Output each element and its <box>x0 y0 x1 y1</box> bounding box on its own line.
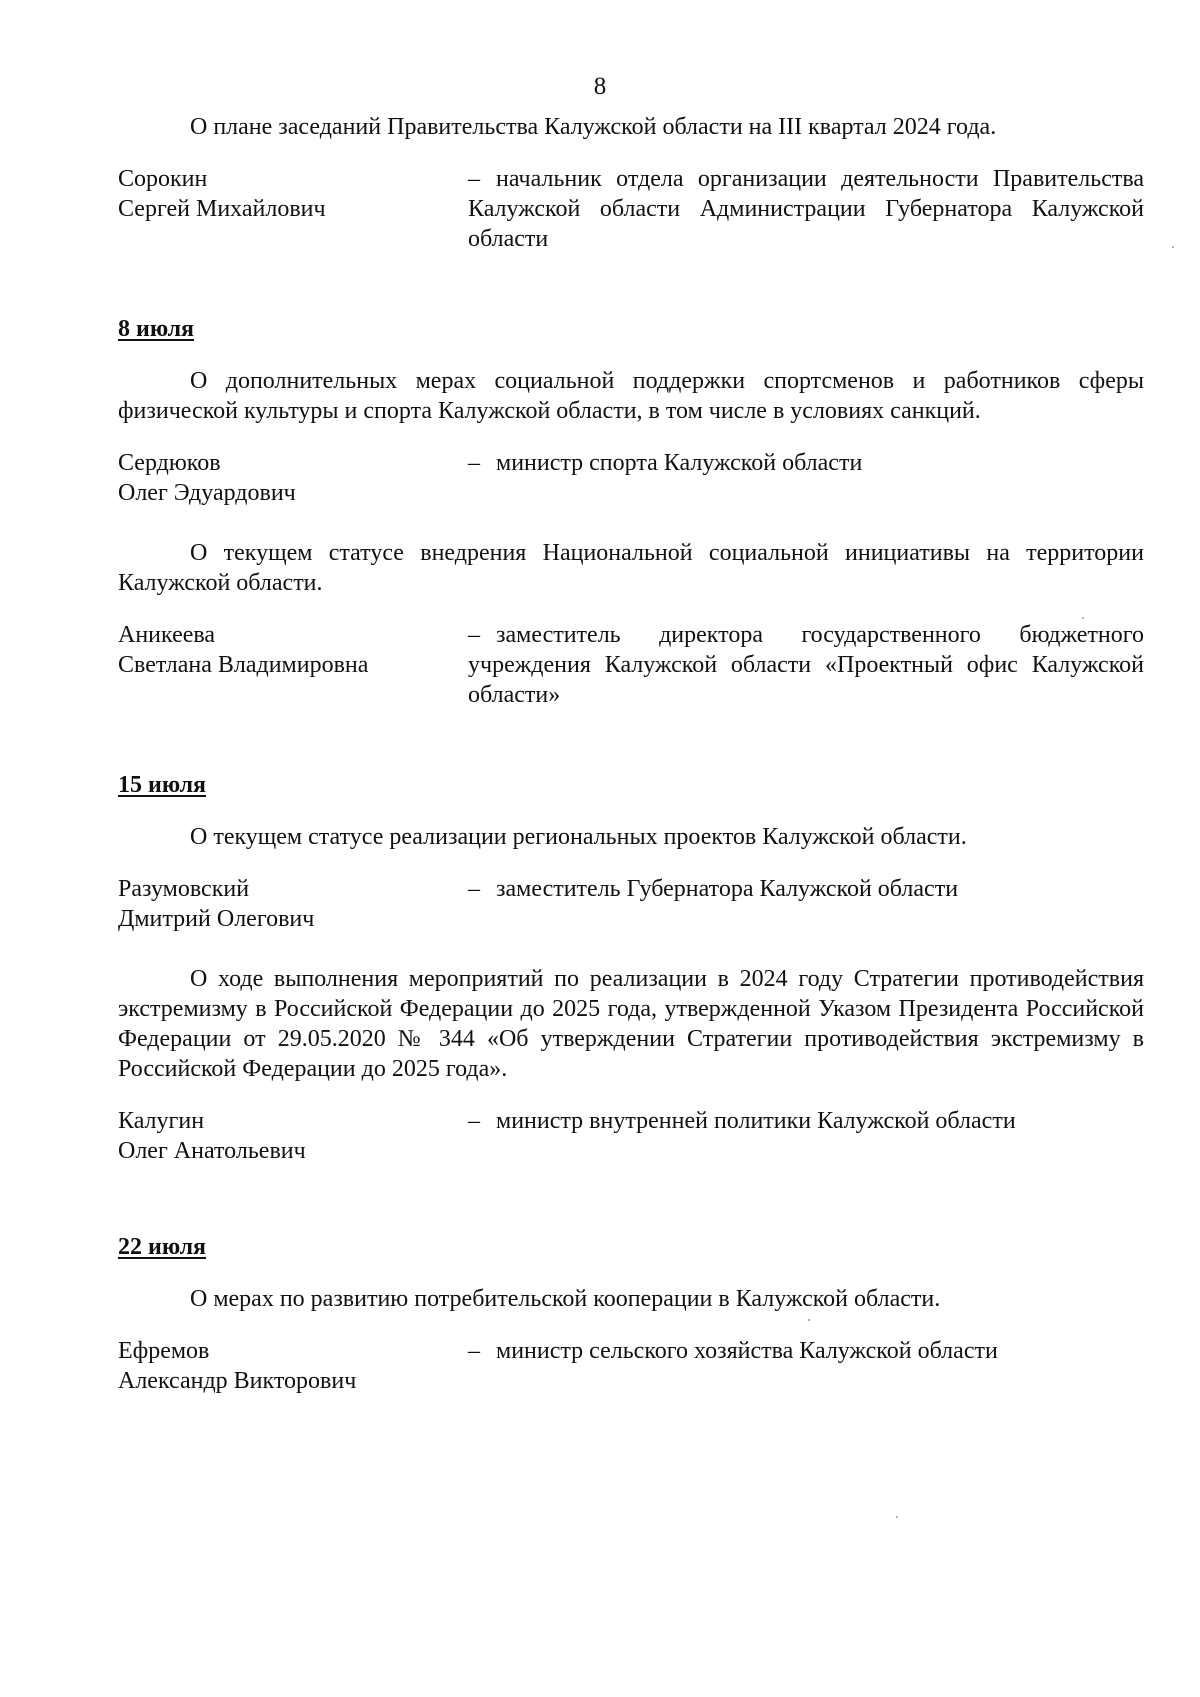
dash: – <box>468 876 480 902</box>
speaker-position: заместитель Губернатора Калужской области <box>496 876 959 902</box>
speaker-position: министр спорта Калужской области <box>496 450 863 476</box>
speaker-position-block <box>468 874 1144 934</box>
speaker-surname: Калугин <box>118 1108 205 1134</box>
date-heading-8-july: 8 июля <box>118 316 195 342</box>
speaker-position-block <box>468 164 1144 254</box>
speaker-surname: Аникеева <box>118 622 216 648</box>
speaker-surname: Сердюков <box>118 450 221 476</box>
speaker-position: министр внутренней политики Калужской области <box>496 1108 1016 1134</box>
scan-speck <box>1172 246 1174 248</box>
speaker-given-names: Олег Анатольевич <box>118 1138 306 1164</box>
speaker-position: заместитель директора государственного бюджетного учреждения Калужской области «Проектный офис Калужской области» <box>468 622 1144 708</box>
speaker-surname: Сорокин <box>118 166 208 192</box>
speaker-given-names: Сергей Михайлович <box>118 196 326 222</box>
dash: – <box>468 1108 480 1134</box>
agenda-topic: О ходе выполнения мероприятий по реализации в 2024 году Стратегии противодействия экстремизму в Российской Федерации до 2025 года, утвержденной Указом Президента Российской Федерации от 29.05.2020 № 344 «Об утверждении Стратегии противодействия экстремизму в Российской Федерации до 2025 года». <box>118 966 1144 1082</box>
speaker-position-block <box>468 1106 1144 1166</box>
date-heading-15-july: 15 июля <box>118 772 207 798</box>
speaker-name <box>118 1336 468 1396</box>
scan-speck <box>808 1319 810 1321</box>
speaker-position: начальник отдела организации деятельности Правительства Калужской области Администрации Губернатора Калужской области <box>468 166 1144 252</box>
speaker-block <box>118 1106 1144 1166</box>
agenda-topic: О плане заседаний Правительства Калужской области на III квартал 2024 года. <box>190 114 997 140</box>
agenda-topic: О мерах по развитию потребительской кооперации в Калужской области. <box>190 1286 941 1312</box>
speaker-name <box>118 164 468 254</box>
scan-speck <box>1082 617 1084 619</box>
agenda-topic: О текущем статусе реализации региональных проектов Калужской области. <box>190 824 967 850</box>
speaker-name <box>118 620 468 710</box>
speaker-position-block <box>468 448 1144 508</box>
page-number: 8 <box>593 73 607 100</box>
agenda-topic: О дополнительных мерах социальной поддержки спортсменов и работников сферы физической культуры и спорта Калужской области, в том числе в условиях санкций. <box>118 368 1144 424</box>
speaker-surname: Ефремов <box>118 1338 210 1364</box>
speaker-position: министр сельского хозяйства Калужской области <box>496 1338 998 1364</box>
agenda-topic: О текущем статусе внедрения Национальной социальной инициативы на территории Калужской области. <box>118 540 1144 596</box>
dash: – <box>468 450 480 476</box>
speaker-given-names: Дмитрий Олегович <box>118 906 315 932</box>
speaker-position-block <box>468 620 1144 710</box>
dash: – <box>468 166 480 192</box>
speaker-name <box>118 448 468 508</box>
speaker-name <box>118 1106 468 1166</box>
speaker-block <box>118 874 1144 934</box>
speaker-given-names: Александр Викторович <box>118 1368 357 1394</box>
speaker-given-names: Светлана Владимировна <box>118 652 369 678</box>
dash: – <box>468 622 480 648</box>
speaker-name <box>118 874 468 934</box>
document-body <box>118 112 1144 1396</box>
speaker-block <box>118 620 1144 710</box>
speaker-block <box>118 448 1144 508</box>
speaker-position-block <box>468 1336 1144 1396</box>
dash: – <box>468 1338 480 1364</box>
speaker-block <box>118 164 1144 254</box>
scan-speck <box>896 1516 898 1518</box>
date-heading-22-july: 22 июля <box>118 1234 207 1260</box>
speaker-given-names: Олег Эдуардович <box>118 480 296 506</box>
speaker-surname: Разумовский <box>118 876 250 902</box>
speaker-block <box>118 1336 1144 1396</box>
